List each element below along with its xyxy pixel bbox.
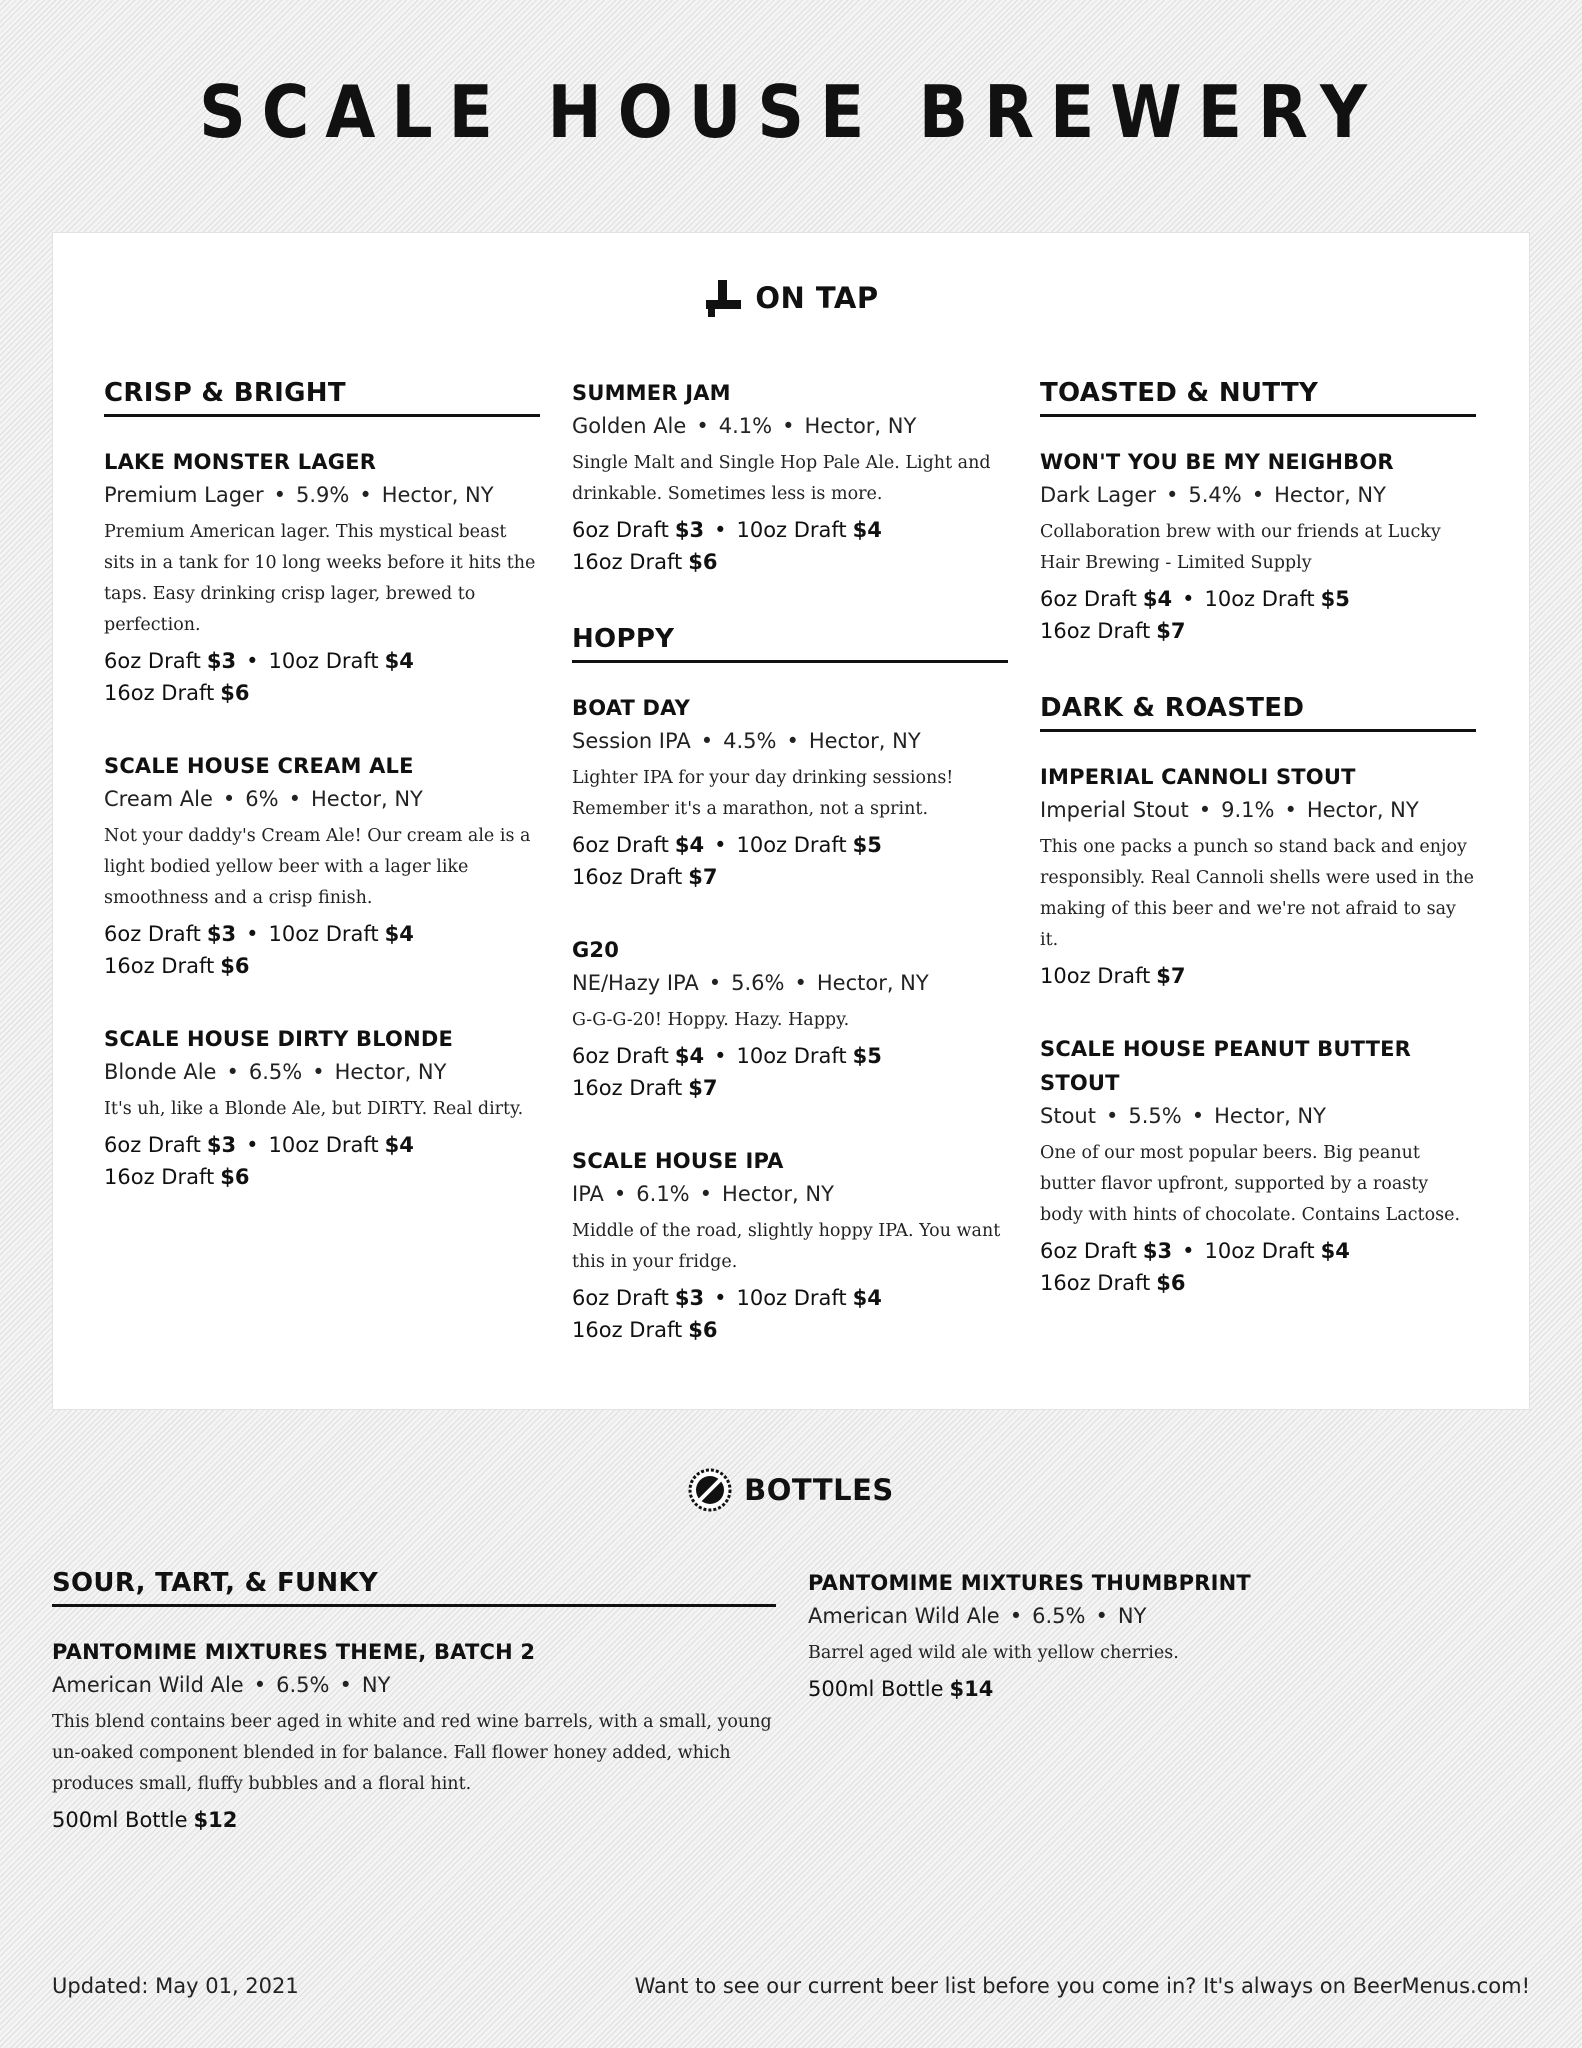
bottles-column-1	[52, 1566, 776, 1876]
beer-style: American Wild Ale	[808, 1604, 1000, 1628]
serving-size: 16oz Draft	[104, 1165, 215, 1189]
price-line	[572, 861, 1008, 893]
separator-dot: •	[312, 1060, 325, 1084]
beer-abv: 6.1%	[636, 1182, 690, 1206]
separator-dot: •	[226, 1060, 239, 1084]
bottles-column-2	[808, 1566, 1528, 1745]
beer-item	[1040, 760, 1476, 992]
beer-location: Hector, NY	[334, 1060, 447, 1084]
separator-dot: •	[714, 833, 727, 857]
beer-meta	[572, 967, 1008, 999]
beer-name: SCALE HOUSE DIRTY BLONDE	[104, 1027, 454, 1051]
price: $7	[688, 1076, 718, 1100]
beer-meta	[572, 1178, 1008, 1210]
separator-dot: •	[1165, 483, 1179, 507]
beer-meta	[104, 479, 540, 511]
price: $6	[220, 954, 250, 978]
price: $6	[688, 1318, 718, 1342]
on-tap-label: ON TAP	[755, 281, 879, 315]
beer-abv: 6%	[245, 787, 279, 811]
separator-dot: •	[222, 787, 236, 811]
beer-description: G-G-G-20! Hoppy. Hazy. Happy.	[572, 1010, 850, 1030]
price: $7	[1156, 619, 1186, 643]
beer-meta	[1040, 479, 1476, 511]
price-line	[572, 1314, 1008, 1346]
serving-size: 10oz Draft	[736, 518, 847, 542]
serving-size: 10oz Draft	[1204, 1239, 1315, 1263]
price: $3	[206, 649, 237, 673]
price-line	[572, 1072, 1008, 1104]
tap-icon	[703, 278, 743, 318]
serving-size: 6oz Draft	[1040, 1239, 1137, 1263]
on-tap-column-2	[572, 376, 1008, 1386]
separator-dot: •	[246, 1133, 259, 1157]
serving-size: 16oz Draft	[104, 954, 215, 978]
serving-size: 16oz Draft	[1040, 1271, 1151, 1295]
beer-style: Session IPA	[572, 729, 691, 753]
price-line	[104, 1129, 540, 1161]
price: $4	[384, 1133, 414, 1157]
price-line	[104, 918, 540, 950]
serving-size: 10oz Draft	[736, 833, 847, 857]
beer-meta	[1040, 794, 1476, 826]
price: $4	[384, 922, 414, 946]
beer-meta	[104, 1056, 540, 1088]
price-line	[1040, 583, 1476, 615]
separator-dot: •	[714, 518, 727, 542]
separator-dot: •	[1182, 587, 1195, 611]
beer-description: One of our most popular beers. Big peanut butter flavor upfront, supported by a roasty body with hints of chocolate. Contains Lactose.	[1040, 1143, 1461, 1225]
price: $7	[1156, 964, 1186, 988]
serving-size: 16oz Draft	[572, 1318, 683, 1342]
separator-dot: •	[339, 1673, 352, 1697]
category-title: SOUR, TART, & FUNKY	[52, 1566, 776, 1607]
serving-size: 16oz Draft	[104, 681, 215, 705]
beer-style: Blonde Ale	[104, 1060, 217, 1084]
beer-item	[104, 445, 540, 709]
beer-description: Not your daddy's Cream Ale! Our cream ale is a light bodied yellow beer with a lager like smoothness and a crisp finish.	[104, 826, 531, 908]
beer-abv: 6.5%	[1032, 1604, 1086, 1628]
beer-name: PANTOMIME MIXTURES THEME, BATCH 2	[52, 1640, 536, 1664]
beer-name: WON'T YOU BE MY NEIGHBOR	[1040, 450, 1394, 474]
beer-style: Stout	[1040, 1104, 1096, 1128]
beer-description: Collaboration brew with our friends at Lucky Hair Brewing - Limited Supply	[1040, 522, 1441, 573]
separator-dot: •	[1198, 798, 1212, 822]
price: $6	[220, 1165, 250, 1189]
beer-location: NY	[361, 1673, 391, 1697]
beer-location: Hector, NY	[808, 729, 921, 753]
price: $14	[949, 1677, 994, 1701]
beer-abv: 9.1%	[1221, 798, 1275, 822]
beer-item	[808, 1566, 1528, 1705]
separator-dot: •	[273, 483, 286, 507]
beer-name: BOAT DAY	[572, 696, 691, 720]
beer-description: It's uh, like a Blonde Ale, but DIRTY. Real dirty.	[104, 1099, 524, 1119]
beer-meta	[1040, 1100, 1476, 1132]
separator-dot: •	[1251, 483, 1265, 507]
serving-size: 10oz Draft	[1204, 587, 1315, 611]
price-line	[52, 1804, 776, 1836]
separator-dot: •	[714, 1286, 727, 1310]
price-line	[1040, 1267, 1476, 1299]
price: $4	[852, 1286, 882, 1310]
on-tap-column-3	[1040, 376, 1476, 1339]
bottles-heading	[0, 1468, 1582, 1512]
separator-dot: •	[1009, 1604, 1023, 1628]
price-line	[572, 514, 1008, 546]
beer-style: Cream Ale	[104, 787, 213, 811]
price-line	[1040, 1235, 1476, 1267]
beer-name: LAKE MONSTER LAGER	[104, 450, 377, 474]
price: $3	[1142, 1239, 1173, 1263]
separator-dot: •	[794, 971, 807, 995]
price-line	[572, 829, 1008, 861]
serving-size: 500ml Bottle	[52, 1808, 188, 1832]
category-title: HOPPY	[572, 622, 1008, 663]
beer-item	[104, 749, 540, 982]
price: $5	[852, 1044, 882, 1068]
serving-size: 6oz Draft	[1040, 587, 1137, 611]
brewery-title: SCALE HOUSE BREWERY	[199, 70, 1383, 154]
beer-location: Hector, NY	[1274, 483, 1386, 507]
serving-size: 6oz Draft	[104, 1133, 201, 1157]
beer-location: Hector, NY	[804, 414, 917, 438]
beer-item	[572, 1144, 1008, 1346]
beer-name: G20	[572, 938, 620, 962]
beer-location: Hector, NY	[722, 1182, 834, 1206]
beer-style: Golden Ale	[572, 414, 687, 438]
serving-size: 6oz Draft	[104, 922, 201, 946]
beer-location: NY	[1117, 1604, 1147, 1628]
beer-item	[1040, 1032, 1476, 1299]
beer-item	[572, 933, 1008, 1104]
beer-item	[52, 1635, 776, 1836]
beer-item	[572, 376, 1008, 578]
beer-name: PANTOMIME MIXTURES THUMBPRINT	[808, 1571, 1251, 1595]
separator-dot: •	[359, 483, 372, 507]
price: $5	[852, 833, 882, 857]
separator-dot: •	[714, 1044, 727, 1068]
beer-location: Hector, NY	[381, 483, 494, 507]
beer-item	[104, 1022, 540, 1193]
beer-location: Hector, NY	[816, 971, 929, 995]
beer-meta	[572, 725, 1008, 757]
beer-name: SCALE HOUSE IPA	[572, 1149, 784, 1173]
price: $3	[206, 1133, 237, 1157]
beer-style: Dark Lager	[1040, 483, 1156, 507]
price-line	[572, 546, 1008, 578]
beer-name: IMPERIAL CANNOLI STOUT	[1040, 765, 1356, 789]
category-title: DARK & ROASTED	[1040, 691, 1476, 732]
serving-size: 6oz Draft	[104, 649, 201, 673]
price-line	[1040, 615, 1476, 647]
beer-abv: 6.5%	[276, 1673, 330, 1697]
separator-dot: •	[1191, 1104, 1205, 1128]
beer-name: SCALE HOUSE PEANUT BUTTER STOUT	[1040, 1037, 1412, 1095]
beer-abv: 5.6%	[731, 971, 785, 995]
beer-location: Hector, NY	[1306, 798, 1419, 822]
beer-item	[572, 691, 1008, 893]
separator-dot: •	[708, 971, 722, 995]
serving-size: 10oz Draft	[1040, 964, 1151, 988]
price-line	[104, 950, 540, 982]
serving-size: 6oz Draft	[572, 833, 669, 857]
price: $4	[674, 833, 705, 857]
separator-dot: •	[699, 1182, 713, 1206]
beer-style: Imperial Stout	[1040, 798, 1189, 822]
price: $4	[674, 1044, 705, 1068]
serving-size: 16oz Draft	[572, 865, 683, 889]
on-tap-heading	[0, 278, 1582, 318]
serving-size: 10oz Draft	[736, 1286, 847, 1310]
price: $3	[206, 922, 237, 946]
beer-meta	[52, 1669, 776, 1701]
price: $6	[1156, 1271, 1186, 1295]
beer-style: American Wild Ale	[52, 1673, 244, 1697]
serving-size: 16oz Draft	[1040, 619, 1151, 643]
price: $4	[852, 518, 882, 542]
price-line	[104, 645, 540, 677]
beer-name: SCALE HOUSE CREAM ALE	[104, 754, 414, 778]
serving-size: 6oz Draft	[572, 1286, 669, 1310]
beer-abv: 4.1%	[718, 414, 773, 438]
serving-size: 10oz Draft	[268, 1133, 379, 1157]
serving-size: 16oz Draft	[572, 550, 683, 574]
separator-dot: •	[246, 649, 259, 673]
beer-description: Lighter IPA for your day drinking sessions! Remember it's a marathon, not a sprint.	[572, 768, 954, 819]
price-line	[808, 1673, 1528, 1705]
beer-meta	[572, 410, 1008, 442]
price: $5	[1320, 587, 1350, 611]
separator-dot: •	[1105, 1104, 1119, 1128]
separator-dot: •	[700, 729, 714, 753]
price: $4	[1142, 587, 1173, 611]
beer-item	[1040, 445, 1476, 647]
separator-dot: •	[288, 787, 301, 811]
serving-size: 6oz Draft	[572, 1044, 669, 1068]
beer-abv: 4.5%	[723, 729, 777, 753]
serving-size: 500ml Bottle	[808, 1677, 944, 1701]
price-line	[104, 677, 540, 709]
serving-size: 16oz Draft	[572, 1076, 683, 1100]
beer-abv: 6.5%	[248, 1060, 303, 1084]
beer-description: Premium American lager. This mystical beast sits in a tank for 10 long weeks before it hits the taps. Easy drinking crisp lager, brewed to perfection.	[104, 522, 536, 635]
category-title: TOASTED & NUTTY	[1040, 376, 1476, 417]
separator-dot: •	[253, 1673, 267, 1697]
beer-description: Barrel aged wild ale with yellow cherries.	[808, 1643, 1179, 1663]
beer-abv: 5.4%	[1188, 483, 1242, 507]
separator-dot: •	[246, 922, 259, 946]
updated-date: Updated: May 01, 2021	[52, 1974, 299, 1998]
beer-name: SUMMER JAM	[572, 381, 731, 405]
category-title: CRISP & BRIGHT	[104, 376, 540, 417]
price: $4	[384, 649, 414, 673]
price: $7	[688, 865, 718, 889]
price: $3	[674, 518, 705, 542]
beer-style: IPA	[572, 1182, 604, 1206]
separator-dot: •	[782, 414, 795, 438]
bottle-cap-icon	[688, 1468, 732, 1512]
beer-description: Single Malt and Single Hop Pale Ale. Light and drinkable. Sometimes less is more.	[572, 453, 991, 504]
beer-description: Middle of the road, slightly hoppy IPA. You want this in your fridge.	[572, 1221, 1001, 1272]
separator-dot: •	[613, 1182, 627, 1206]
price-line	[572, 1040, 1008, 1072]
separator-dot: •	[786, 729, 799, 753]
beer-meta	[808, 1600, 1528, 1632]
beer-location: Hector, NY	[1214, 1104, 1326, 1128]
serving-size: 10oz Draft	[268, 922, 379, 946]
beer-style: Premium Lager	[104, 483, 264, 507]
price: $6	[220, 681, 250, 705]
separator-dot: •	[1095, 1604, 1108, 1628]
price-line	[1040, 960, 1476, 992]
serving-size: 6oz Draft	[572, 518, 669, 542]
serving-size: 10oz Draft	[736, 1044, 847, 1068]
beer-style: NE/Hazy IPA	[572, 971, 699, 995]
price: $12	[193, 1808, 238, 1832]
price: $6	[688, 550, 718, 574]
beer-location: Hector, NY	[311, 787, 423, 811]
separator-dot: •	[1182, 1239, 1195, 1263]
beer-abv: 5.5%	[1128, 1104, 1182, 1128]
beer-meta	[104, 783, 540, 815]
beermenus-message: Want to see our current beer list before you come in? It's always on BeerMenus.com!	[634, 1974, 1530, 1998]
price-line	[104, 1161, 540, 1193]
beer-description: This blend contains beer aged in white and red wine barrels, with a small, young un-oaked component blended in for balance. Fall flower honey added, which produces small, fluffy bubbles and a floral hint.	[52, 1712, 772, 1794]
price-line	[572, 1282, 1008, 1314]
price: $3	[674, 1286, 705, 1310]
beer-abv: 5.9%	[295, 483, 350, 507]
on-tap-column-1	[104, 376, 540, 1233]
serving-size: 10oz Draft	[268, 649, 379, 673]
bottles-label: BOTTLES	[744, 1473, 894, 1507]
separator-dot: •	[696, 414, 709, 438]
separator-dot: •	[1284, 798, 1297, 822]
beer-description: This one packs a punch so stand back and enjoy responsibly. Real Cannoli shells were used in the making of this beer and we're not afraid to say it.	[1040, 837, 1474, 950]
price: $4	[1320, 1239, 1350, 1263]
